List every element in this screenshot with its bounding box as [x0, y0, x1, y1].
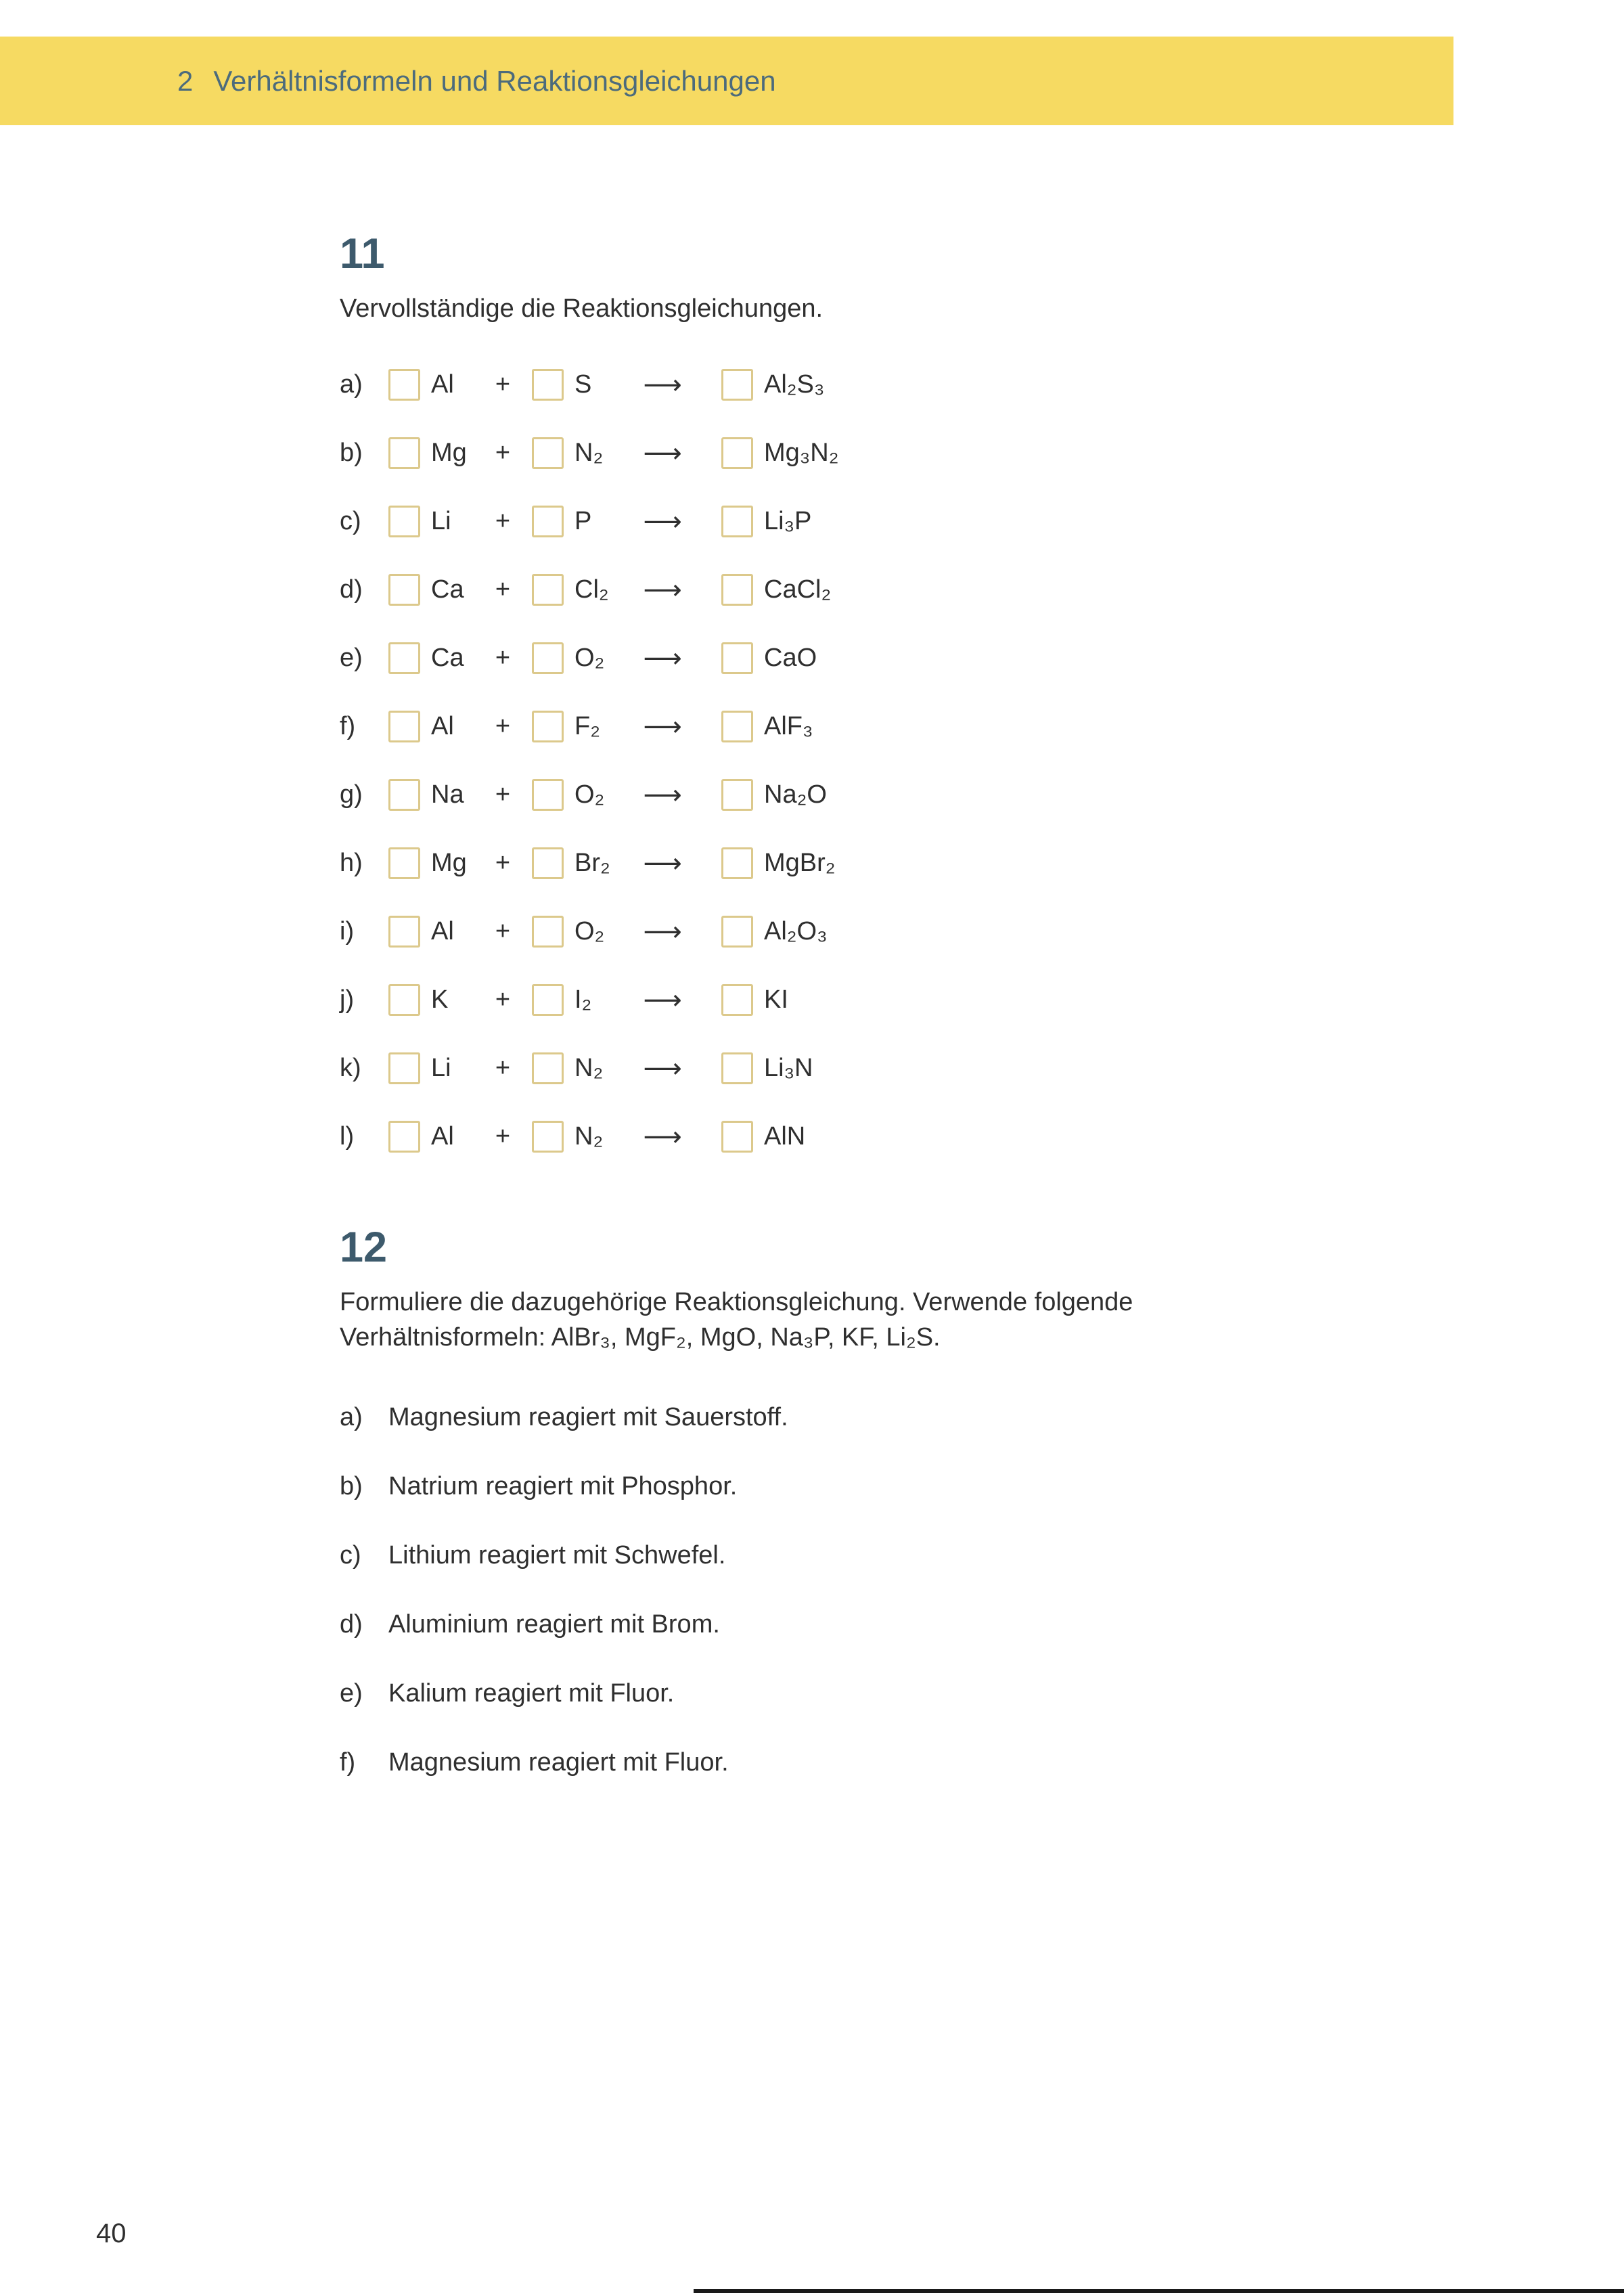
coefficient-box[interactable]: [532, 779, 564, 811]
product-formula: Na₂O: [764, 780, 827, 809]
exercise-12-instruction-line2: Verhältnisformeln: AlBr₃, MgF₂, MgO, Na₃P, KF, Li₂S.: [340, 1322, 941, 1352]
exercise-12-instruction: [340, 1285, 1476, 1355]
equation-row-a: [340, 351, 1476, 419]
item-text: Magnesium reagiert mit Sauerstoff.: [388, 1403, 788, 1432]
equation-label: a): [340, 370, 363, 399]
reactant2-formula: P: [574, 507, 592, 536]
reactant1-formula: Al: [431, 1122, 454, 1151]
equation-label: b): [340, 439, 363, 468]
exercise-12-item-c: [340, 1521, 1476, 1590]
exercise-12-item-d: [340, 1590, 1476, 1660]
exercise-12-item-e: [340, 1660, 1476, 1729]
equation-label: l): [340, 1122, 355, 1151]
coefficient-box[interactable]: [532, 437, 564, 469]
item-text: Kalium reagiert mit Fluor.: [388, 1679, 675, 1708]
reaction-arrow-icon: ⟶: [643, 1053, 682, 1084]
reaction-arrow-icon: ⟶: [643, 643, 682, 673]
reactant2-formula: S: [574, 370, 592, 399]
equation-list: [340, 351, 1476, 1171]
exercise-12-instruction-line1: Formuliere die dazugehörige Reaktionsgleichung. Verwende folgende: [340, 1288, 1133, 1317]
reaction-arrow-icon: ⟶: [643, 711, 682, 742]
coefficient-box[interactable]: [388, 574, 420, 606]
plus-sign: +: [495, 985, 511, 1015]
reactant2-formula: N₂: [574, 1054, 604, 1083]
coefficient-box[interactable]: [388, 779, 420, 811]
plus-sign: +: [495, 575, 511, 604]
product-formula: Al₂S₃: [764, 370, 825, 399]
exercise-11-number: 11: [340, 230, 385, 277]
equation-row-h: [340, 829, 1476, 897]
coefficient-box[interactable]: [388, 984, 420, 1016]
coefficient-box[interactable]: [721, 574, 753, 606]
coefficient-box[interactable]: [532, 574, 564, 606]
coefficient-box[interactable]: [388, 369, 420, 401]
coefficient-box[interactable]: [721, 779, 753, 811]
plus-sign: +: [495, 780, 511, 809]
coefficient-box[interactable]: [532, 1052, 564, 1084]
reactant2-formula: Br₂: [574, 849, 610, 878]
product-formula: KI: [764, 985, 788, 1015]
coefficient-box[interactable]: [721, 437, 753, 469]
coefficient-box[interactable]: [532, 984, 564, 1016]
coefficient-box[interactable]: [721, 1052, 753, 1084]
plus-sign: +: [495, 1122, 511, 1151]
equation-label: e): [340, 644, 363, 673]
coefficient-box[interactable]: [721, 711, 753, 742]
product-formula: CaCl₂: [764, 575, 832, 604]
reactant2-formula: O₂: [574, 780, 605, 809]
coefficient-box[interactable]: [721, 984, 753, 1016]
coefficient-box[interactable]: [532, 711, 564, 742]
reaction-arrow-icon: ⟶: [643, 916, 682, 947]
reaction-arrow-icon: ⟶: [643, 985, 682, 1015]
exercise-12-item-a: [340, 1383, 1476, 1452]
reactant1-formula: Na: [431, 780, 464, 809]
reaction-arrow-icon: ⟶: [643, 848, 682, 878]
coefficient-box[interactable]: [532, 369, 564, 401]
equation-label: h): [340, 849, 363, 878]
reactant2-formula: I₂: [574, 985, 592, 1015]
coefficient-box[interactable]: [721, 847, 753, 879]
coefficient-box[interactable]: [721, 1121, 753, 1153]
coefficient-box[interactable]: [721, 506, 753, 537]
reactant1-formula: Mg: [431, 439, 467, 468]
reactant1-formula: Al: [431, 370, 454, 399]
chapter-number: 2: [177, 64, 194, 97]
coefficient-box[interactable]: [388, 1052, 420, 1084]
plus-sign: +: [495, 507, 511, 536]
item-label: b): [340, 1472, 363, 1501]
reactant2-formula: N₂: [574, 439, 604, 468]
item-text: Lithium reagiert mit Schwefel.: [388, 1541, 726, 1570]
product-formula: AlF₃: [764, 712, 813, 741]
reactant1-formula: Mg: [431, 849, 467, 878]
equation-label: i): [340, 917, 355, 946]
reactant2-formula: F₂: [574, 712, 600, 741]
coefficient-box[interactable]: [721, 916, 753, 948]
exercise-12-item-f: [340, 1729, 1476, 1798]
item-text: Natrium reagiert mit Phosphor.: [388, 1472, 738, 1501]
exercise-11: [340, 230, 1476, 1171]
plus-sign: +: [495, 370, 511, 399]
plus-sign: +: [495, 849, 511, 878]
coefficient-box[interactable]: [388, 916, 420, 948]
coefficient-box[interactable]: [721, 369, 753, 401]
item-text: Aluminium reagiert mit Brom.: [388, 1610, 720, 1639]
coefficient-box[interactable]: [388, 642, 420, 674]
item-label: f): [340, 1748, 356, 1777]
product-formula: Li₃P: [764, 507, 812, 536]
equation-row-b: [340, 419, 1476, 487]
equation-row-d: [340, 556, 1476, 624]
reaction-arrow-icon: ⟶: [643, 370, 682, 400]
page-number: 40: [96, 2219, 127, 2248]
equation-row-g: [340, 761, 1476, 829]
reactant2-formula: Cl₂: [574, 575, 609, 604]
product-formula: Li₃N: [764, 1054, 813, 1083]
equation-row-l: [340, 1103, 1476, 1171]
plus-sign: +: [495, 712, 511, 741]
exercise-12-item-b: [340, 1452, 1476, 1521]
coefficient-box[interactable]: [388, 506, 420, 537]
equation-label: d): [340, 575, 363, 604]
equation-row-k: [340, 1034, 1476, 1103]
page-content: [340, 230, 1476, 1798]
item-label: a): [340, 1403, 363, 1432]
item-text: Magnesium reagiert mit Fluor.: [388, 1748, 729, 1777]
coefficient-box[interactable]: [532, 1121, 564, 1153]
reactant1-formula: Al: [431, 917, 454, 946]
reaction-arrow-icon: ⟶: [643, 780, 682, 810]
chapter-header-band: [0, 37, 1453, 125]
reactant2-formula: N₂: [574, 1122, 604, 1151]
reactant1-formula: Al: [431, 712, 454, 741]
reaction-arrow-icon: ⟶: [643, 575, 682, 605]
reaction-arrow-icon: ⟶: [643, 506, 682, 537]
equation-row-j: [340, 966, 1476, 1034]
equation-label: g): [340, 780, 363, 809]
reaction-arrow-icon: ⟶: [643, 1121, 682, 1152]
chapter-title: Verhältnisformeln und Reaktionsgleichungen: [213, 64, 776, 97]
equation-label: k): [340, 1054, 361, 1083]
exercise-11-instruction: Vervollständige die Reaktionsgleichungen.: [340, 294, 824, 323]
reactant2-formula: O₂: [574, 644, 605, 673]
coefficient-box[interactable]: [388, 1121, 420, 1153]
equation-row-f: [340, 692, 1476, 761]
equation-label: f): [340, 712, 356, 741]
exercise-12-number: 12: [340, 1224, 388, 1272]
coefficient-box[interactable]: [388, 437, 420, 469]
item-label: c): [340, 1541, 361, 1570]
reactant1-formula: Li: [431, 507, 451, 536]
equation-row-c: [340, 487, 1476, 556]
coefficient-box[interactable]: [532, 916, 564, 948]
plus-sign: +: [495, 917, 511, 946]
reactant1-formula: Ca: [431, 644, 464, 673]
product-formula: CaO: [764, 644, 817, 673]
equation-label: j): [340, 985, 355, 1015]
coefficient-box[interactable]: [721, 642, 753, 674]
product-formula: MgBr₂: [764, 849, 836, 878]
coefficient-box[interactable]: [532, 506, 564, 537]
coefficient-box[interactable]: [388, 847, 420, 879]
item-label: d): [340, 1610, 363, 1639]
item-label: e): [340, 1679, 363, 1708]
exercise-12-item-list: [340, 1383, 1476, 1798]
reactant1-formula: Li: [431, 1054, 451, 1083]
plus-sign: +: [495, 644, 511, 673]
plus-sign: +: [495, 1054, 511, 1083]
reactant2-formula: O₂: [574, 917, 605, 946]
coefficient-box[interactable]: [388, 711, 420, 742]
equation-row-i: [340, 897, 1476, 966]
reactant1-formula: Ca: [431, 575, 464, 604]
equation-row-e: [340, 624, 1476, 692]
exercise-12: [340, 1226, 1476, 1798]
coefficient-box[interactable]: [532, 642, 564, 674]
product-formula: Mg₃N₂: [764, 439, 839, 468]
scan-edge-artifact: [694, 2289, 1624, 2293]
plus-sign: +: [495, 439, 511, 468]
reactant1-formula: K: [431, 985, 449, 1015]
product-formula: Al₂O₃: [764, 917, 828, 946]
reaction-arrow-icon: ⟶: [643, 438, 682, 468]
product-formula: AlN: [764, 1122, 806, 1151]
equation-label: c): [340, 507, 361, 536]
coefficient-box[interactable]: [532, 847, 564, 879]
